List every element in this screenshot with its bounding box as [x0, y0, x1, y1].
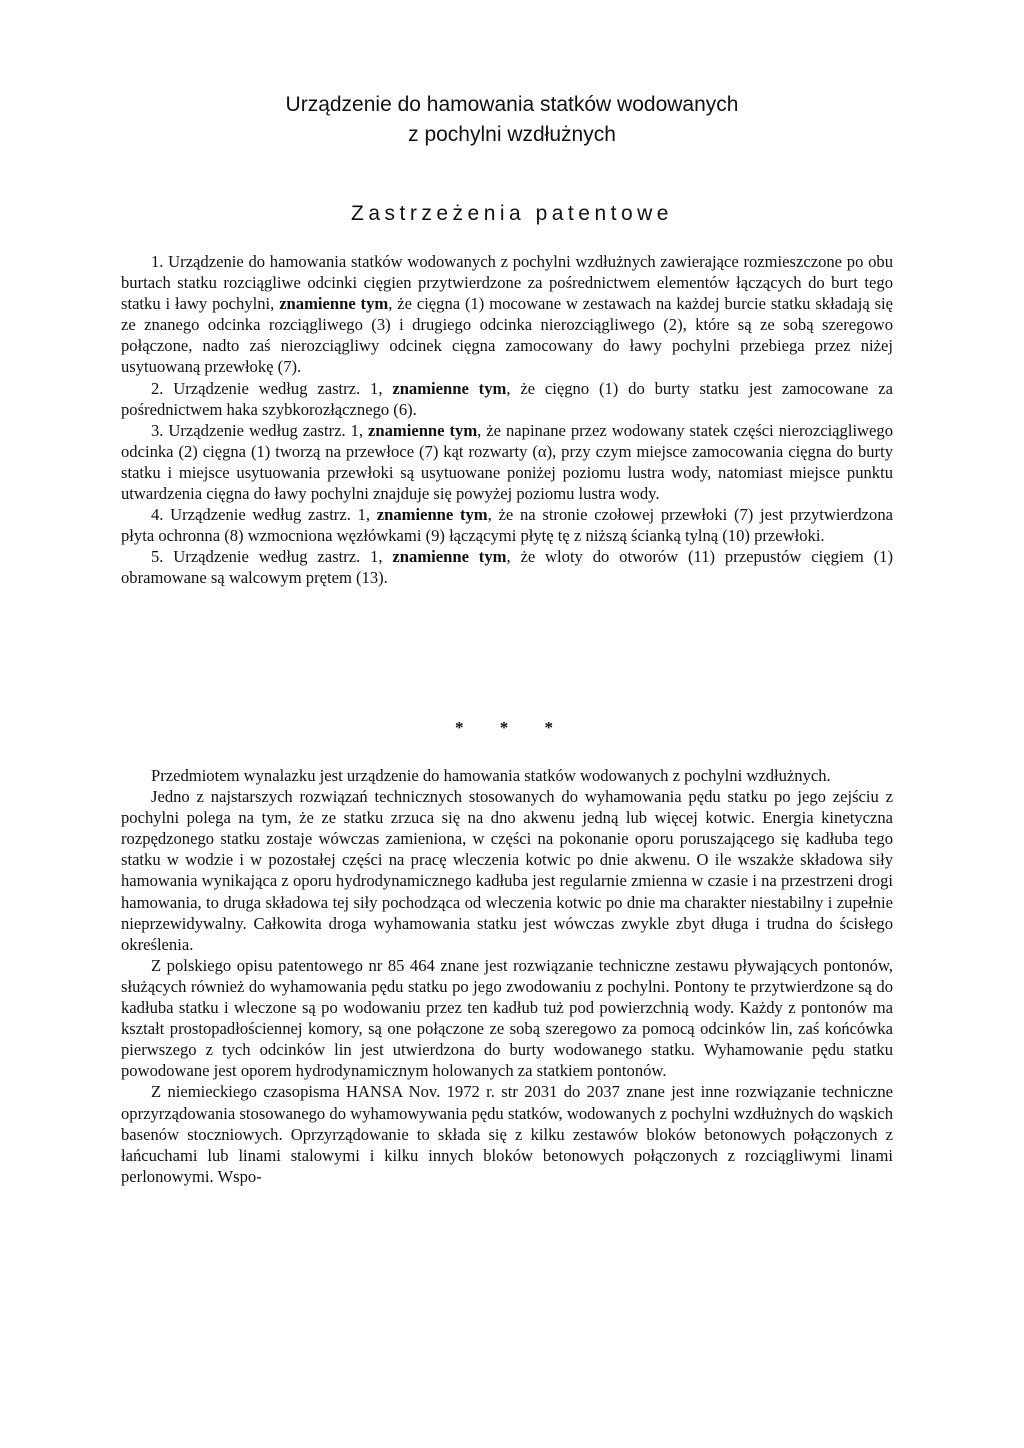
claim-3-text: 3. Urządzenie według zastrz. 1,: [151, 420, 369, 440]
claim-1-text-cont: , że cięgna (1) mocowane w zestawach na każdej burcie statku składają się ze znanego odcinka rozciągliwego (3) i drugiego odcinka nierozciągliwego (2), które są ze sobą szeregowo połączone, nadto zaś nierozciągliwy odcinek cięgna zamocowany do ławy pochylni przebiega przez niżej usytuowaną przewłokę (7).: [121, 294, 893, 377]
claim-3: [121, 420, 893, 504]
claim-4-bold: znamienne tym: [376, 505, 488, 525]
claim-2: [121, 378, 893, 420]
claims-section: [121, 251, 893, 589]
claim-1: [121, 251, 893, 378]
description-section: [121, 765, 893, 1187]
claim-4-text-cont: , że na stronie czołowej przewłoki (7) jest przytwierdzona płyta ochronna (8) wzmocniona węzłówkami (9) łączącymi płytę tę z niższą ścianką tylną (10) przewłoki.: [121, 505, 893, 546]
description-paragraph-2: Jedno z najstarszych rozwiązań technicznych stosowanych do wyhamowania pędu statku po jego zejściu z pochylni polega na tym, że ze statku zrzuca się na dno akwenu jedną lub więcej kotwic. Energia kinetyczna rozpędzonego statku zostaje wówczas zamieniona, w części na pokonanie oporu poruszającego się kadłuba tego statku w wodzie i w pozostałej części na pracę wleczenia kotwic po dnie akwenu. O ile wszakże składowa siły hamowania wynikająca z oporu hydrodynamicznego kadłuba jest regularnie zmienna w czasie i na przestrzeni drogi hamowania, to druga składowa tej siły pochodząca od wleczenia kotwic po dnie ma charakter niestabilny i zupełnie nieprzewidywalny. Całkowita droga wyhamowania statku jest wówczas zwykle zbyt długa i trudna do ścisłego określenia.: [121, 787, 893, 954]
description-paragraph-4: Z niemieckiego czasopisma HANSA Nov. 1972 r. str 2031 do 2037 znane jest inne rozwiązanie techniczne oprzyrządowania stosowanego do wyhamowywania pędu statków, wodowanych z pochylni wzdłużnych do wąskich basenów stoczniowych. Oprzyrządowanie to składa się z kilku zestawów bloków betonowych połączonych z łańcuchami lub linami stalowymi i kilku innych bloków betonowych połączonych z rozciągliwymi linami perlonowymi. Wspo-: [121, 1082, 893, 1186]
claim-2-bold: znamienne tym: [392, 378, 507, 398]
title-line-1: Urządzenie do hamowania statków wodowanych: [285, 93, 739, 116]
claims-heading: Zastrzeżenia patentowe: [351, 202, 673, 225]
document-title: [0, 90, 1024, 150]
section-separator: * * *: [455, 718, 569, 737]
claim-2-text-cont: , że cięgno (1) do burty statku jest zamocowane za pośrednictwem haka szybkorozłącznego (6).: [121, 378, 893, 419]
claim-5: [121, 546, 893, 588]
claim-3-bold: znamienne tym: [368, 420, 478, 440]
claim-1-text: 1. Urządzenie do hamowania statków wodowanych z pochylni wzdłużnych zawierające rozmieszczone po obu burtach statku rozciągliwe odcinki cięgien przytwierdzone za pośrednictwem elementów łączących do burt tego statku i ławy pochylni,: [121, 252, 893, 314]
claim-5-text: 5. Urządzenie według zastrz. 1,: [151, 547, 393, 567]
claim-3-text-cont: , że napinane przez wodowany statek części nierozciągliwego odcinka (2) cięgna (1) tworzą na przewłoce (7) kąt rozwarty (α), przy czym miejsce zamocowania cięgna do burty statku i miejsce usytuowania przewłoki są usytuowane poniżej poziomu lustra wody, natomiast miejsce punktu utwardzenia cięgna do ławy pochylni znajduje się powyżej poziomu lustra wody.: [121, 420, 894, 504]
claim-5-text-cont: , że wloty do otworów (11) przepustów cięgiem (1) obramowane są walcowym prętem (13).: [121, 547, 893, 588]
claim-2-text: 2. Urządzenie według zastrz. 1,: [151, 378, 393, 398]
claim-1-bold: znamienne tym: [279, 294, 389, 314]
claim-5-bold: znamienne tym: [392, 547, 507, 567]
description-paragraph-1: Przedmiotem wynalazku jest urządzenie do hamowania statków wodowanych z pochylni wzdłużnych.: [151, 766, 831, 785]
description-paragraph-3: Z polskiego opisu patentowego nr 85 464 znane jest rozwiązanie techniczne zestawu pływających pontonów, służących również do wyhamowania pędu statku po jego zwodowaniu z pochylni. Pontony te przytwierdzone są do kadłuba statku i wleczone są po wodowaniu przez ten kadłub tuż pod powierzchnią wody. Każdy z pontonów ma kształt prostopadłościennej komory, są one połączone ze sobą szeregowo za pomocą odcinków lin, zaś końcówka pierwszego z tych odcinków lin jest utwierdzona do burty wodowanego statku. Wyhamowanie pędu statku powodowane jest oporem hydrodynamicznym holowanych za statkiem pontonów.: [121, 955, 893, 1081]
title-line-2: z pochylni wzdłużnych: [408, 123, 616, 146]
claim-4-text: 4. Urządzenie według zastrz. 1,: [151, 505, 377, 525]
claim-4: [121, 504, 893, 546]
